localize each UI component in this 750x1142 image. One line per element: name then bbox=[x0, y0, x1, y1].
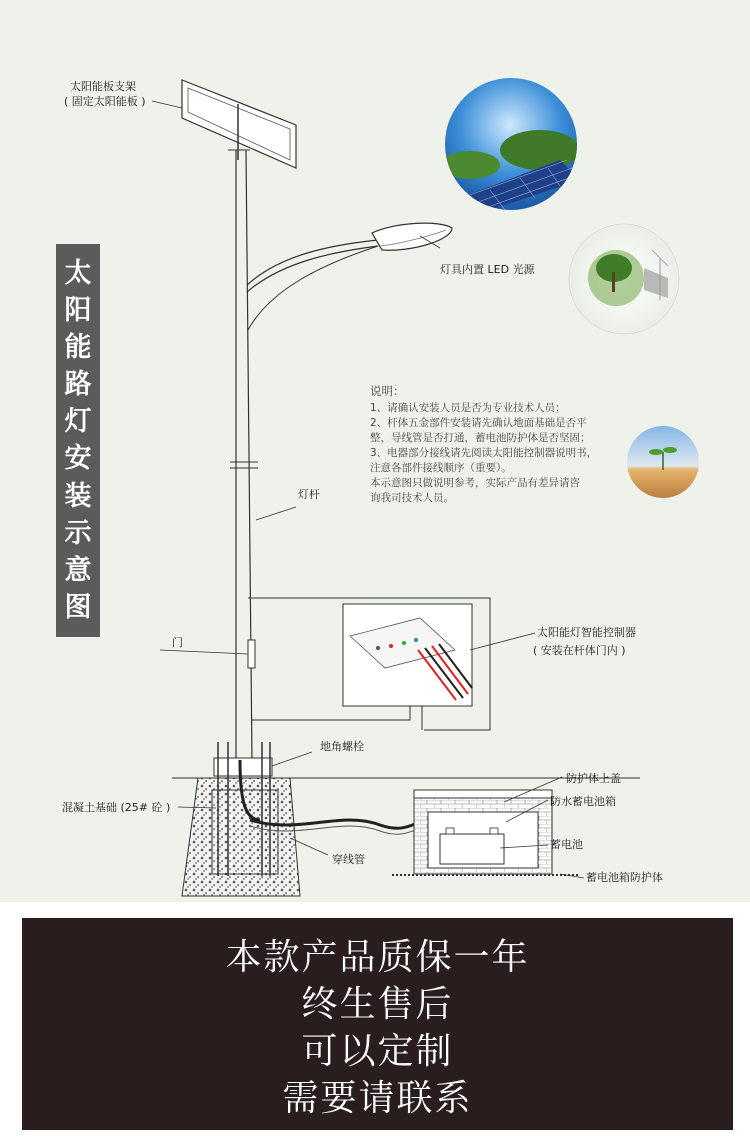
label-anchor-bolt: 地角螺栓 bbox=[320, 740, 364, 753]
promo-line: 本款产品质保一年 bbox=[225, 937, 530, 978]
notes-line: 本示意图只做说明参考，实际产品有差异请咨 bbox=[370, 477, 580, 489]
label-panel-bracket: 太阳能板支架 bbox=[70, 80, 136, 93]
label-controller: 太阳能灯智能控制器 bbox=[537, 626, 636, 639]
label-door: 门 bbox=[172, 636, 183, 649]
light-pole bbox=[230, 150, 258, 762]
promo-line: 终生售后 bbox=[301, 984, 454, 1025]
sprout-desert-photo bbox=[625, 424, 701, 500]
solar-panel bbox=[182, 80, 296, 168]
diagram-vertical-title bbox=[56, 244, 100, 637]
label-foundation: 混凝土基础 (25# 砼 ) bbox=[62, 801, 171, 814]
label-conduit: 穿线管 bbox=[332, 853, 365, 866]
title-char: 能 bbox=[64, 332, 92, 364]
controller-box bbox=[343, 604, 472, 706]
title-char: 安 bbox=[64, 443, 92, 475]
title-char: 路 bbox=[64, 369, 92, 401]
title-char: 阳 bbox=[64, 295, 92, 327]
notes-heading: 说明： bbox=[370, 384, 405, 398]
label-cover: 防护体上盖 bbox=[566, 772, 621, 785]
notes-line: 注意各部件接线顺序（重要）。 bbox=[370, 462, 512, 474]
title-char: 装 bbox=[64, 480, 92, 512]
title-char: 意 bbox=[64, 554, 92, 586]
promo-banner bbox=[22, 918, 733, 1130]
label-battery-case: 蓄电池箱防护体 bbox=[586, 871, 663, 884]
promo-line: 需要请联系 bbox=[282, 1078, 473, 1119]
notes-line: 整，导线管是否打通，蓄电池防护体是否坚固； bbox=[370, 432, 591, 444]
solar-panels-photo bbox=[440, 78, 580, 215]
label-battery-box: 防水蓄电池箱 bbox=[550, 795, 616, 808]
title-char: 灯 bbox=[64, 406, 92, 438]
notes-line: 2、杆体五金部件安装请先确认地面基础是否平 bbox=[370, 417, 587, 429]
notes-line: 1、请确认安装人员是否为专业技术人员； bbox=[370, 402, 566, 414]
title-char: 示 bbox=[64, 517, 92, 549]
label-led-light: 灯具内置 LED 光源 bbox=[440, 263, 535, 276]
label-controller-note: ( 安装在杆体门内 ) bbox=[533, 644, 626, 657]
notes-line: 3、电器部分接线请先阅读太阳能控制器说明书， bbox=[370, 447, 598, 459]
label-battery: 蓄电池 bbox=[550, 838, 583, 851]
notes-line: 询我司技术人员。 bbox=[370, 492, 454, 504]
concrete-foundation bbox=[182, 742, 300, 896]
label-panel-bracket-note: ( 固定太阳能板 ) bbox=[64, 95, 146, 108]
label-pole: 灯杆 bbox=[298, 488, 320, 501]
title-char: 太 bbox=[64, 258, 92, 290]
promo-line: 可以定制 bbox=[301, 1031, 454, 1072]
light-bulb-tree-photo bbox=[569, 224, 679, 334]
installation-notes bbox=[370, 384, 630, 506]
lamp-arm bbox=[247, 223, 452, 330]
title-char: 图 bbox=[64, 591, 92, 623]
